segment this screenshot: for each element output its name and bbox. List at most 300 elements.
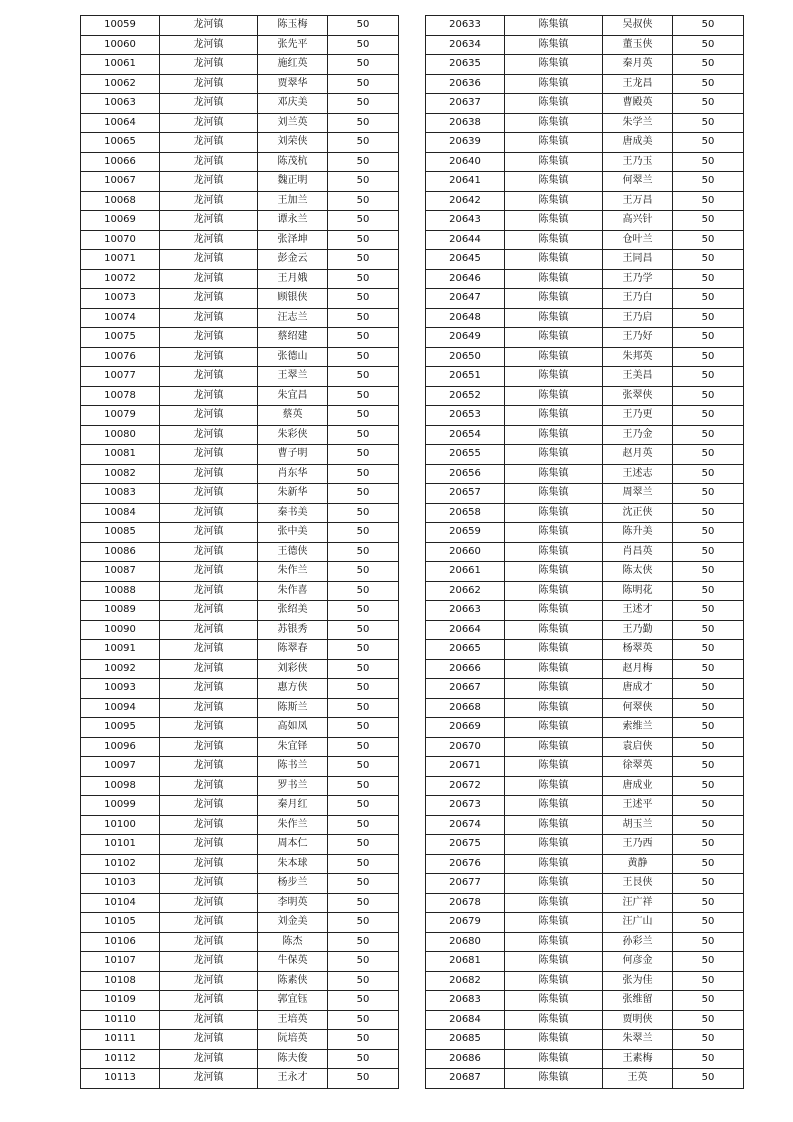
- table-row: [81, 191, 399, 211]
- name-cell: 朱学兰: [603, 113, 673, 133]
- table-row: [81, 698, 399, 718]
- id-cell: 20637: [426, 94, 505, 114]
- table-row: [426, 718, 744, 738]
- amount-cell: 50: [673, 659, 744, 679]
- table-row: [426, 289, 744, 309]
- amount-cell: 50: [328, 796, 399, 816]
- id-cell: 20648: [426, 308, 505, 328]
- id-cell: 10077: [81, 367, 160, 387]
- town-cell: 陈集镇: [505, 737, 603, 757]
- table-row: [81, 113, 399, 133]
- id-cell: 10061: [81, 55, 160, 75]
- id-cell: 20650: [426, 347, 505, 367]
- town-cell: 陈集镇: [505, 445, 603, 465]
- id-cell: 20683: [426, 991, 505, 1011]
- name-cell: 高如凤: [258, 718, 328, 738]
- town-cell: 陈集镇: [505, 698, 603, 718]
- table-row: [426, 55, 744, 75]
- table-row: [426, 1030, 744, 1050]
- name-cell: 王同昌: [603, 250, 673, 270]
- amount-cell: 50: [328, 16, 399, 36]
- amount-cell: 50: [673, 35, 744, 55]
- town-cell: 龙河镇: [160, 74, 258, 94]
- table-row: [426, 74, 744, 94]
- amount-cell: 50: [328, 601, 399, 621]
- amount-cell: 50: [673, 679, 744, 699]
- id-cell: 10069: [81, 211, 160, 231]
- town-cell: 陈集镇: [505, 815, 603, 835]
- table-row: [81, 308, 399, 328]
- amount-cell: 50: [673, 1049, 744, 1069]
- table-row: [81, 503, 399, 523]
- table-row: [81, 542, 399, 562]
- table-row: [426, 133, 744, 153]
- town-cell: 陈集镇: [505, 854, 603, 874]
- town-cell: 龙河镇: [160, 581, 258, 601]
- amount-cell: 50: [328, 815, 399, 835]
- id-cell: 20636: [426, 74, 505, 94]
- amount-cell: 50: [328, 893, 399, 913]
- amount-cell: 50: [673, 971, 744, 991]
- town-cell: 陈集镇: [505, 133, 603, 153]
- amount-cell: 50: [673, 562, 744, 582]
- town-cell: 龙河镇: [160, 367, 258, 387]
- town-cell: 龙河镇: [160, 874, 258, 894]
- table-row: [426, 113, 744, 133]
- town-cell: 龙河镇: [160, 328, 258, 348]
- town-cell: 龙河镇: [160, 1069, 258, 1089]
- table-row: [81, 250, 399, 270]
- table-row: [81, 796, 399, 816]
- table-row: [81, 581, 399, 601]
- table-row: [426, 230, 744, 250]
- id-cell: 20638: [426, 113, 505, 133]
- amount-cell: 50: [673, 991, 744, 1011]
- town-cell: 龙河镇: [160, 854, 258, 874]
- table-row: [426, 562, 744, 582]
- town-cell: 陈集镇: [505, 367, 603, 387]
- town-cell: 陈集镇: [505, 406, 603, 426]
- table-row: [81, 835, 399, 855]
- amount-cell: 50: [328, 94, 399, 114]
- table-row: [426, 94, 744, 114]
- table-row: [426, 757, 744, 777]
- amount-cell: 50: [673, 386, 744, 406]
- id-cell: 10079: [81, 406, 160, 426]
- town-cell: 陈集镇: [505, 640, 603, 660]
- town-cell: 陈集镇: [505, 1010, 603, 1030]
- name-cell: 吴叔侠: [603, 16, 673, 36]
- amount-cell: 50: [328, 133, 399, 153]
- id-cell: 20675: [426, 835, 505, 855]
- id-cell: 10063: [81, 94, 160, 114]
- town-cell: 龙河镇: [160, 445, 258, 465]
- id-cell: 10083: [81, 484, 160, 504]
- amount-cell: 50: [673, 250, 744, 270]
- town-cell: 龙河镇: [160, 737, 258, 757]
- table-row: [426, 35, 744, 55]
- name-cell: 王翠兰: [258, 367, 328, 387]
- table-row: [81, 620, 399, 640]
- name-cell: 王美昌: [603, 367, 673, 387]
- name-cell: 秦书美: [258, 503, 328, 523]
- name-cell: 张为佳: [603, 971, 673, 991]
- left-table: [80, 15, 399, 1089]
- amount-cell: 50: [328, 55, 399, 75]
- town-cell: 陈集镇: [505, 250, 603, 270]
- table-row: [81, 913, 399, 933]
- amount-cell: 50: [673, 133, 744, 153]
- id-cell: 20658: [426, 503, 505, 523]
- table-row: [81, 328, 399, 348]
- amount-cell: 50: [673, 620, 744, 640]
- table-row: [426, 893, 744, 913]
- name-cell: 王月娥: [258, 269, 328, 289]
- town-cell: 陈集镇: [505, 16, 603, 36]
- town-cell: 陈集镇: [505, 230, 603, 250]
- amount-cell: 50: [673, 172, 744, 192]
- town-cell: 龙河镇: [160, 523, 258, 543]
- id-cell: 10080: [81, 425, 160, 445]
- town-cell: 陈集镇: [505, 757, 603, 777]
- table-row: [81, 367, 399, 387]
- amount-cell: 50: [328, 913, 399, 933]
- id-cell: 10094: [81, 698, 160, 718]
- town-cell: 龙河镇: [160, 776, 258, 796]
- town-cell: 龙河镇: [160, 347, 258, 367]
- id-cell: 20642: [426, 191, 505, 211]
- town-cell: 龙河镇: [160, 659, 258, 679]
- town-cell: 陈集镇: [505, 172, 603, 192]
- name-cell: 王乃金: [603, 425, 673, 445]
- town-cell: 陈集镇: [505, 308, 603, 328]
- name-cell: 周翠兰: [603, 484, 673, 504]
- name-cell: 王乃玉: [603, 152, 673, 172]
- id-cell: 10059: [81, 16, 160, 36]
- name-cell: 王德侠: [258, 542, 328, 562]
- id-cell: 10107: [81, 952, 160, 972]
- id-cell: 20657: [426, 484, 505, 504]
- table-row: [81, 932, 399, 952]
- table-row: [81, 1030, 399, 1050]
- amount-cell: 50: [328, 640, 399, 660]
- table-row: [426, 445, 744, 465]
- name-cell: 杨步兰: [258, 874, 328, 894]
- id-cell: 20647: [426, 289, 505, 309]
- town-cell: 龙河镇: [160, 796, 258, 816]
- id-cell: 20684: [426, 1010, 505, 1030]
- table-row: [426, 1069, 744, 1089]
- amount-cell: 50: [328, 211, 399, 231]
- town-cell: 龙河镇: [160, 952, 258, 972]
- amount-cell: 50: [673, 289, 744, 309]
- amount-cell: 50: [673, 55, 744, 75]
- table-row: [81, 718, 399, 738]
- id-cell: 20666: [426, 659, 505, 679]
- amount-cell: 50: [673, 698, 744, 718]
- name-cell: 李明英: [258, 893, 328, 913]
- name-cell: 董玉侠: [603, 35, 673, 55]
- town-cell: 龙河镇: [160, 620, 258, 640]
- town-cell: 龙河镇: [160, 35, 258, 55]
- name-cell: 魏正明: [258, 172, 328, 192]
- town-cell: 龙河镇: [160, 113, 258, 133]
- town-cell: 陈集镇: [505, 874, 603, 894]
- town-cell: 龙河镇: [160, 386, 258, 406]
- name-cell: 汪广祥: [603, 893, 673, 913]
- amount-cell: 50: [673, 464, 744, 484]
- town-cell: 陈集镇: [505, 269, 603, 289]
- town-cell: 龙河镇: [160, 230, 258, 250]
- id-cell: 20634: [426, 35, 505, 55]
- table-row: [426, 172, 744, 192]
- table-row: [81, 445, 399, 465]
- id-cell: 20686: [426, 1049, 505, 1069]
- name-cell: 陈书兰: [258, 757, 328, 777]
- town-cell: 陈集镇: [505, 425, 603, 445]
- name-cell: 朱翠兰: [603, 1030, 673, 1050]
- table-row: [426, 854, 744, 874]
- table-row: [81, 1069, 399, 1089]
- id-cell: 20644: [426, 230, 505, 250]
- table-row: [426, 952, 744, 972]
- table-row: [426, 640, 744, 660]
- id-cell: 10087: [81, 562, 160, 582]
- town-cell: 陈集镇: [505, 211, 603, 231]
- town-cell: 陈集镇: [505, 952, 603, 972]
- table-row: [81, 854, 399, 874]
- town-cell: 陈集镇: [505, 893, 603, 913]
- amount-cell: 50: [673, 94, 744, 114]
- amount-cell: 50: [328, 737, 399, 757]
- id-cell: 10086: [81, 542, 160, 562]
- table-row: [81, 347, 399, 367]
- name-cell: 彭金云: [258, 250, 328, 270]
- table-row: [81, 386, 399, 406]
- id-cell: 20680: [426, 932, 505, 952]
- town-cell: 龙河镇: [160, 172, 258, 192]
- town-cell: 龙河镇: [160, 425, 258, 445]
- amount-cell: 50: [673, 815, 744, 835]
- town-cell: 陈集镇: [505, 74, 603, 94]
- amount-cell: 50: [673, 347, 744, 367]
- id-cell: 10095: [81, 718, 160, 738]
- table-row: [81, 659, 399, 679]
- id-cell: 10074: [81, 308, 160, 328]
- name-cell: 张绍美: [258, 601, 328, 621]
- amount-cell: 50: [673, 308, 744, 328]
- id-cell: 20661: [426, 562, 505, 582]
- amount-cell: 50: [673, 211, 744, 231]
- id-cell: 10071: [81, 250, 160, 270]
- id-cell: 20663: [426, 601, 505, 621]
- amount-cell: 50: [328, 523, 399, 543]
- name-cell: 黄静: [603, 854, 673, 874]
- id-cell: 10067: [81, 172, 160, 192]
- amount-cell: 50: [328, 386, 399, 406]
- town-cell: 陈集镇: [505, 796, 603, 816]
- table-row: [426, 191, 744, 211]
- name-cell: 唐成业: [603, 776, 673, 796]
- table-row: [426, 815, 744, 835]
- town-cell: 陈集镇: [505, 94, 603, 114]
- name-cell: 王艮侠: [603, 874, 673, 894]
- id-cell: 20652: [426, 386, 505, 406]
- table-row: [81, 425, 399, 445]
- amount-cell: 50: [673, 152, 744, 172]
- table-row: [426, 269, 744, 289]
- amount-cell: 50: [328, 250, 399, 270]
- town-cell: 龙河镇: [160, 679, 258, 699]
- name-cell: 郭宜钰: [258, 991, 328, 1011]
- id-cell: 10064: [81, 113, 160, 133]
- town-cell: 陈集镇: [505, 386, 603, 406]
- id-cell: 10110: [81, 1010, 160, 1030]
- name-cell: 袁启侠: [603, 737, 673, 757]
- name-cell: 张中美: [258, 523, 328, 543]
- id-cell: 10082: [81, 464, 160, 484]
- id-cell: 20651: [426, 367, 505, 387]
- table-row: [426, 1049, 744, 1069]
- id-cell: 20660: [426, 542, 505, 562]
- amount-cell: 50: [328, 328, 399, 348]
- amount-cell: 50: [328, 230, 399, 250]
- id-cell: 20665: [426, 640, 505, 660]
- name-cell: 谭永兰: [258, 211, 328, 231]
- name-cell: 王永才: [258, 1069, 328, 1089]
- table-row: [81, 172, 399, 192]
- name-cell: 胡玉兰: [603, 815, 673, 835]
- name-cell: 刘兰英: [258, 113, 328, 133]
- amount-cell: 50: [673, 425, 744, 445]
- amount-cell: 50: [328, 757, 399, 777]
- amount-cell: 50: [673, 328, 744, 348]
- amount-cell: 50: [328, 698, 399, 718]
- name-cell: 贾明侠: [603, 1010, 673, 1030]
- town-cell: 陈集镇: [505, 913, 603, 933]
- table-row: [81, 737, 399, 757]
- table-row: [81, 289, 399, 309]
- id-cell: 20653: [426, 406, 505, 426]
- id-cell: 10103: [81, 874, 160, 894]
- town-cell: 陈集镇: [505, 113, 603, 133]
- name-cell: 索维兰: [603, 718, 673, 738]
- id-cell: 10099: [81, 796, 160, 816]
- town-cell: 陈集镇: [505, 484, 603, 504]
- amount-cell: 50: [328, 406, 399, 426]
- amount-cell: 50: [328, 971, 399, 991]
- table-row: [426, 737, 744, 757]
- name-cell: 张先平: [258, 35, 328, 55]
- name-cell: 朱本球: [258, 854, 328, 874]
- id-cell: 20667: [426, 679, 505, 699]
- id-cell: 10104: [81, 893, 160, 913]
- table-row: [426, 308, 744, 328]
- id-cell: 20640: [426, 152, 505, 172]
- name-cell: 孙彩兰: [603, 932, 673, 952]
- table-row: [81, 152, 399, 172]
- id-cell: 10093: [81, 679, 160, 699]
- name-cell: 陈升美: [603, 523, 673, 543]
- name-cell: 牛保英: [258, 952, 328, 972]
- name-cell: 贾翠华: [258, 74, 328, 94]
- amount-cell: 50: [673, 581, 744, 601]
- amount-cell: 50: [673, 796, 744, 816]
- town-cell: 龙河镇: [160, 152, 258, 172]
- table-row: [426, 16, 744, 36]
- table-row: [426, 347, 744, 367]
- amount-cell: 50: [673, 932, 744, 952]
- id-cell: 20655: [426, 445, 505, 465]
- amount-cell: 50: [328, 464, 399, 484]
- amount-cell: 50: [328, 308, 399, 328]
- amount-cell: 50: [328, 562, 399, 582]
- name-cell: 唐成才: [603, 679, 673, 699]
- table-row: [426, 601, 744, 621]
- name-cell: 周本仁: [258, 835, 328, 855]
- town-cell: 陈集镇: [505, 718, 603, 738]
- name-cell: 陈杰: [258, 932, 328, 952]
- id-cell: 10105: [81, 913, 160, 933]
- amount-cell: 50: [673, 74, 744, 94]
- id-cell: 20641: [426, 172, 505, 192]
- name-cell: 曹殿英: [603, 94, 673, 114]
- table-row: [426, 503, 744, 523]
- town-cell: 龙河镇: [160, 893, 258, 913]
- amount-cell: 50: [328, 152, 399, 172]
- name-cell: 朱新华: [258, 484, 328, 504]
- name-cell: 王述志: [603, 464, 673, 484]
- id-cell: 10076: [81, 347, 160, 367]
- table-row: [81, 971, 399, 991]
- name-cell: 王乃更: [603, 406, 673, 426]
- name-cell: 王述平: [603, 796, 673, 816]
- id-cell: 10112: [81, 1049, 160, 1069]
- town-cell: 龙河镇: [160, 971, 258, 991]
- id-cell: 10068: [81, 191, 160, 211]
- amount-cell: 50: [673, 952, 744, 972]
- amount-cell: 50: [328, 503, 399, 523]
- town-cell: 陈集镇: [505, 1069, 603, 1089]
- table-row: [81, 991, 399, 1011]
- table-row: [81, 35, 399, 55]
- id-cell: 20669: [426, 718, 505, 738]
- name-cell: 赵月梅: [603, 659, 673, 679]
- town-cell: 陈集镇: [505, 971, 603, 991]
- amount-cell: 50: [673, 854, 744, 874]
- table-row: [81, 55, 399, 75]
- id-cell: 20681: [426, 952, 505, 972]
- town-cell: 龙河镇: [160, 1010, 258, 1030]
- table-row: [81, 230, 399, 250]
- table-row: [81, 640, 399, 660]
- town-cell: 陈集镇: [505, 55, 603, 75]
- name-cell: 刘金美: [258, 913, 328, 933]
- town-cell: 龙河镇: [160, 55, 258, 75]
- amount-cell: 50: [328, 874, 399, 894]
- table-row: [426, 620, 744, 640]
- id-cell: 10111: [81, 1030, 160, 1050]
- table-row: [426, 211, 744, 231]
- table-row: [426, 523, 744, 543]
- town-cell: 龙河镇: [160, 698, 258, 718]
- table-row: [81, 94, 399, 114]
- id-cell: 10089: [81, 601, 160, 621]
- town-cell: 龙河镇: [160, 289, 258, 309]
- id-cell: 10091: [81, 640, 160, 660]
- amount-cell: 50: [673, 718, 744, 738]
- name-cell: 朱作兰: [258, 562, 328, 582]
